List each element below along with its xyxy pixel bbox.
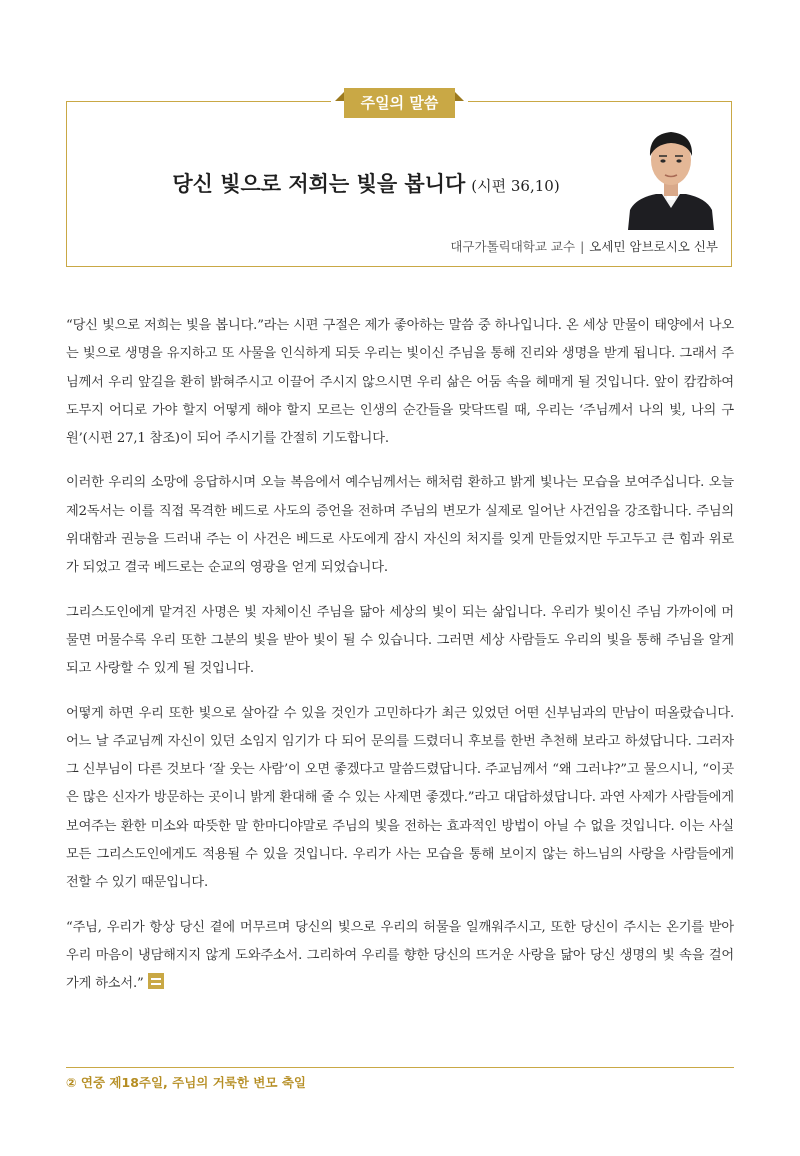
section-badge (331, 88, 468, 122)
title-reference: (시편 36,10) (471, 177, 560, 195)
paragraph-3: 그리스도인에게 맡겨진 사명은 빛 자체이신 주님을 닮아 세상의 빛이 되는 삶입니다. 우리가 빛이신 주님 가까이에 머물면 머물수록 우리 또한 그분의 빛을 받아 빛이 될 수 있습니다. 그러면 세상 사람들도 우리의 빛을 통해 주님을 알게 되고 사랑할 수 있게 될 것입니다. (66, 604, 734, 677)
paragraph-4: 어떻게 하면 우리 또한 빛으로 살아갈 수 있을 것인가 고민하다가 최근 있었던 어떤 신부님과의 만남이 떠올랐습니다. 어느 날 주교님께 자신이 있던 소임지 임기가 다 되어 문의를 드렸더니 후보를 한번 추천해 보라고 하셨답니다. 그러자 그 신부님이 다른 것보다 ‘잘 웃는 사람’이 오면 좋겠다고 말씀드렸답니다. 주교님께서 “왜 그러냐?”고 물으시니, “이곳은 많은 신자가 방문하는 곳이니 밝게 환대해 줄 수 있는 사제면 좋겠다.”라고 대답하셨답니다. 과연 사제가 사람들에게 보여주는 환한 미소와 따뜻한 말 한마디야말로 주님의 빛을 전하는 효과적인 방법이 아닐 수 없을 것입니다. 이는 사실 모든 그리스도인에게도 적용될 수 있을 것입니다. 우리가 사는 모습을 통해 보이지 않는 하느님의 사랑을 사람들에게 전할 수 있기 때문입니다. (66, 705, 734, 891)
author-byline (450, 237, 718, 255)
title-text: 당신 빛으로 저희는 빛을 봅니다 (172, 171, 466, 196)
paragraph-1: “당신 빛으로 저희는 빛을 봅니다.”라는 시편 구절은 제가 좋아하는 말씀 중 하나입니다. 온 세상 만물이 태양에서 나오는 빛으로 생명을 유지하고 또 사물을 인식하게 되듯 우리는 빛이신 주님을 통해 진리와 생명을 받게 됩니다. 그래서 주님께서 우리 앞길을 환히 밝혀주시고 이끌어 주시지 않으시면 우리 삶은 어둠 속을 헤매게 될 것입니다. 앞이 캄캄하여 도무지 어디로 가야 할지 어떻게 해야 할지 모르는 인생의 순간들을 맞닥뜨릴 때, 우리는 ‘주님께서 나의 빛, 나의 구원’(시편 27,1 참조)이 되어 주시기를 간절히 기도합니다. (66, 318, 734, 447)
footer-text: ② 연중 제18주일, 주님의 거룩한 변모 축일 (66, 1075, 306, 1090)
author-affiliation: 대구가톨릭대학교 교수 (450, 239, 576, 254)
paragraph-5 (66, 914, 734, 999)
footer-divider (66, 1067, 734, 1068)
article-body (66, 312, 734, 1015)
page-title (66, 168, 666, 198)
section-badge-label: 주일의 말씀 (360, 94, 439, 112)
closing-prayer: “주님, 우리가 항상 당신 곁에 머무르며 당신의 빛으로 우리의 허물을 일깨워주시고, 또한 당신이 주시는 온기를 받아 우리 마음이 냉담해지지 않게 도와주소서. 그리하여 우리를 향한 당신의 뜨거운 사랑을 닮아 당신 생명의 빛 속을 걸어가게 하소서.” (66, 919, 734, 992)
paragraph-2: 이러한 우리의 소망에 응답하시며 오늘 복음에서 예수님께서는 해처럼 환하고 밝게 빛나는 모습을 보여주십니다. 오늘 제2독서는 이를 직접 목격한 베드로 사도의 증언을 전하며 주님의 변모가 실제로 일어난 사건임을 강조합니다. 주님의 위대함과 권능을 드러내 주는 이 사건은 베드로 사도에게 잠시 자신의 처지를 잊게 만들었지만 두고두고 큰 힘과 위로가 되었고 결국 베드로는 순교의 영광을 얻게 되었습니다. (66, 475, 734, 576)
author-name: 오세민 암브로시오 신부 (589, 239, 718, 254)
end-mark-icon (148, 973, 164, 989)
author-portrait (626, 118, 716, 230)
byline-separator: | (580, 239, 585, 254)
